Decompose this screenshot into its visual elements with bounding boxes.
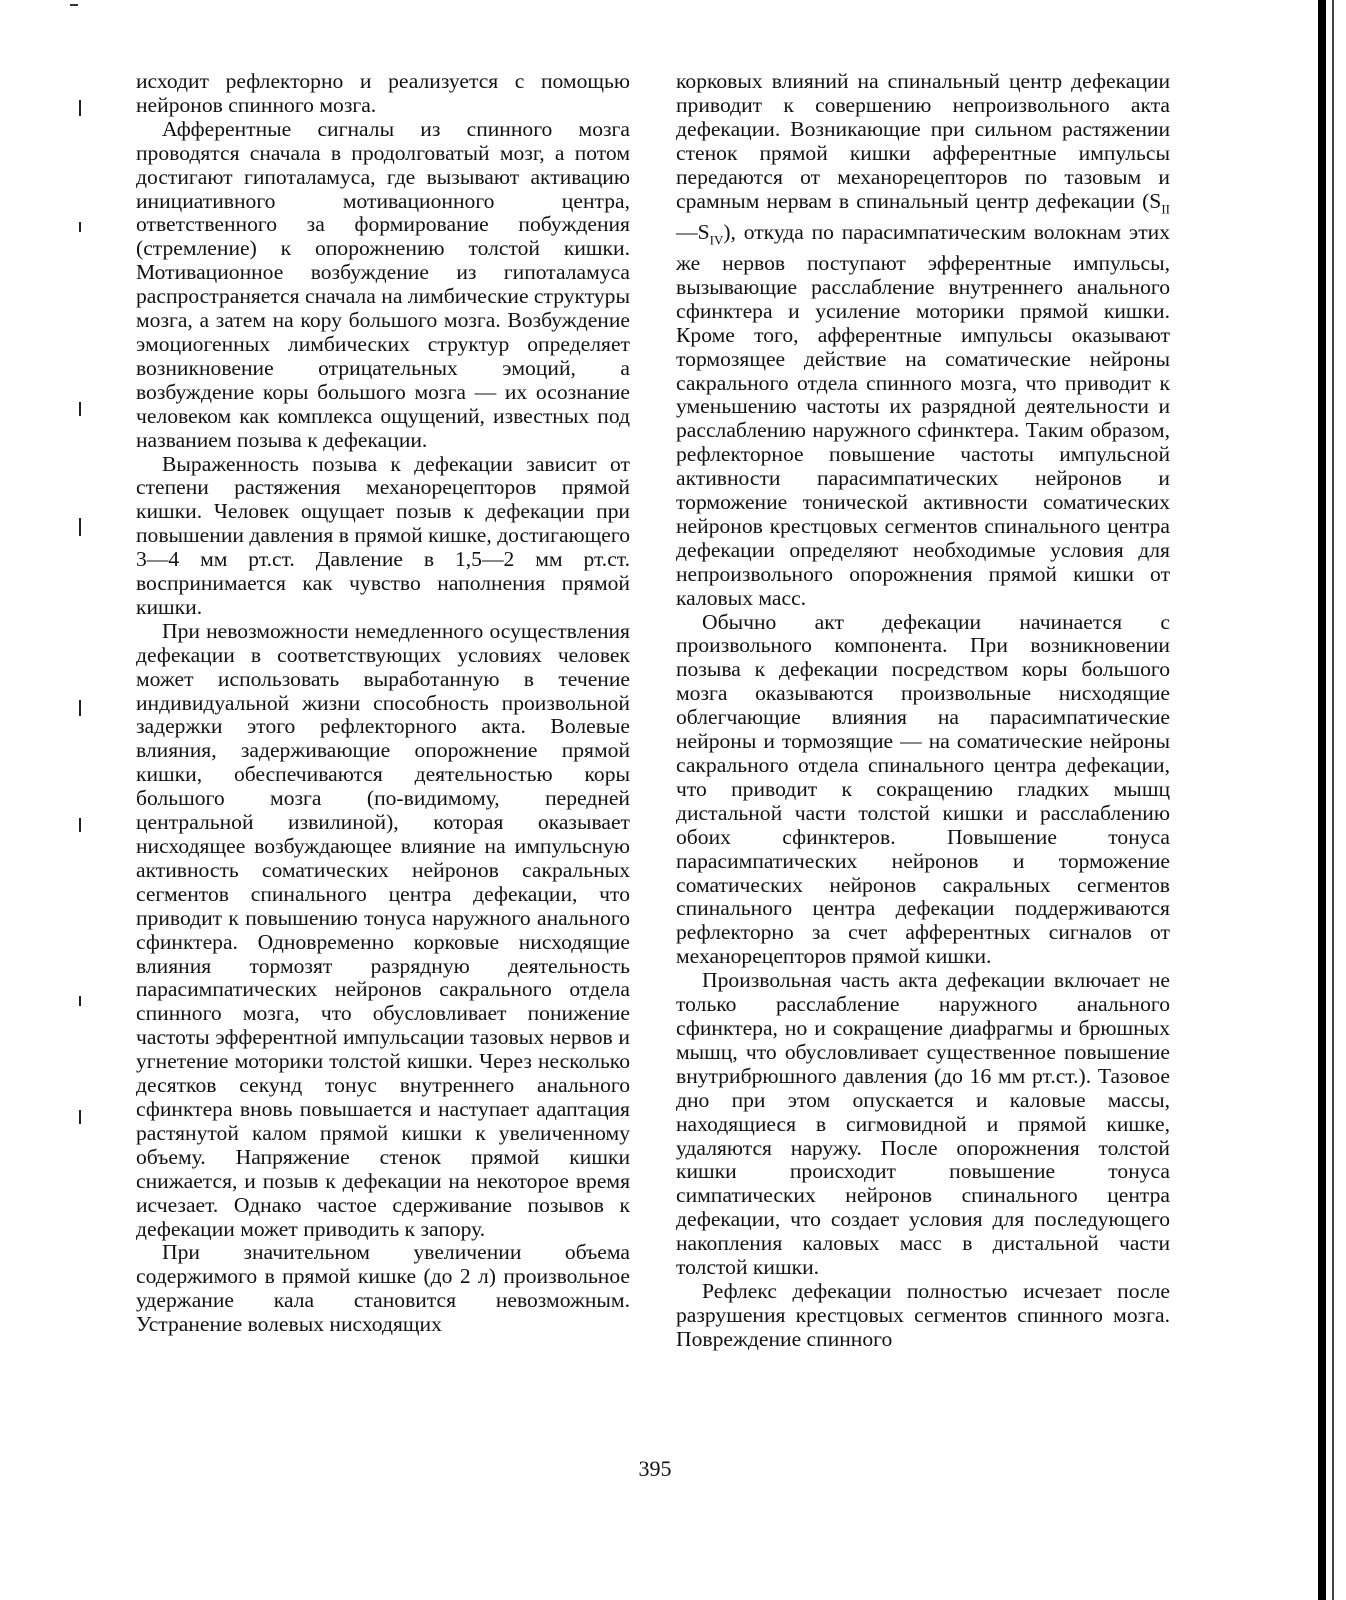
text-run: корковых влияний на спинальный центр дефекации приводит к совершению непроизвольного акта дефекации. Возникающие при сильном растяжении стенок прямой кишки афферентные импульсы передаются от механорецепторов по тазовым и срамным нервам в спинальный центр дефекации (S — [676, 69, 1170, 213]
scan-artifact-mark — [79, 518, 81, 536]
paragraph: Произвольная часть акта дефекации включает не только расслабление наружного анального сфинктера, но и сокращение диафрагмы и брюшных мышц, что обусловливает существенное повышение внутрибрюшного давления (до 16 мм рт.ст.). Тазовое дно при этом опускается и каловые массы, находящиеся в сигмовидной и прямой кишке, удаляются наружу. После опорожнения толстой кишки происходит повышение тонуса симпатических нейронов спинального центра дефекации, что создает условия для последующего накопления каловых масс в дистальной части толстой кишки. — [676, 968, 1170, 1280]
scan-artifact-mark — [79, 818, 81, 832]
subscript: II — [1161, 200, 1170, 216]
page-number: 395 — [638, 1456, 672, 1481]
paragraph: исходит рефлекторно и реализуется с помощью нейронов спинного мозга. — [136, 69, 630, 117]
page-edge-border — [1318, 0, 1326, 1600]
scan-artifact-dash — [70, 4, 78, 6]
paragraph: При значительном увеличении объема содержимого в прямой кишке (до 2 л) произвольное удержание кала становится невозможным. Устранение волевых нисходящих — [136, 1240, 630, 1337]
left-text-column — [136, 70, 630, 1337]
subscript: IV — [709, 232, 724, 248]
scan-artifact-mark — [79, 402, 81, 416]
paragraph: Рефлекс дефекации полностью исчезает после разрушения крестцовых сегментов спинного мозга. Повреждение спинного — [676, 1278, 1170, 1351]
paragraph: Афферентные сигналы из спинного мозга проводятся сначала в продолговатый мозг, а потом достигают гипоталамуса, где вызывают активацию инициативного мотивационного центра, ответственного за формирование побуждения (стремление) к опорожнению толстой кишки. Мотивационное возбуждение из гипоталамуса распространяется сначала на лимбические структуры мозга, а затем на кору большого мозга. Возбуждение эмоциогенных лимбических структур определяет возникновение отрицательных эмоций, а возбуждение коры большого мозга — их осознание человеком как комплекса ощущений, известных под названием позыва к дефекации. — [136, 116, 630, 452]
page-edge-line — [1332, 0, 1334, 1600]
paragraph: Обычно акт дефекации начинается с произвольного компонента. При возникновении позыва к дефекации посредством коры большого мозга оказываются произвольные нисходящие облегчающие влияния на парасимпатические нейроны и тормозящие — на соматические нейроны сакрального отдела спинального центра дефекации, что приводит к сокращению гладких мышц дистальной части толстой кишки и расслаблению обоих сфинктеров. Повышение тонуса парасимпатических нейронов и торможение соматических нейронов сакральных сегментов спинального центра дефекации поддерживаются рефлекторно за счет афферентных сигналов от механорецепторов прямой кишки. — [676, 609, 1170, 969]
scan-artifact-mark — [79, 100, 81, 116]
scan-artifact-mark — [79, 222, 81, 232]
text-run: ), откуда по парасимпатическим волокнам этих же нервов поступают эфферентные импульсы, вызывающие расслабление внутреннего анального сфинктера и усиление моторики прямой кишки. Кроме того, афферентные импульсы оказывают тормозящее действие на соматические нейроны сакрального отдела спинного мозга, что приводит к уменьшению частоты их разрядной деятельности и расслаблению наружного сфинктера. Таким образом, рефлекторное повышение частоты импульсной активности парасимпатических нейронов и торможение тонической активности соматических нейронов крестцовых сегментов спинального центра дефекации определяют необходимые условия для непроизвольного опорожнения прямой кишки от каловых масс. — [676, 219, 1170, 610]
right-text-column — [676, 70, 1170, 1352]
scan-artifact-mark — [79, 700, 81, 716]
paragraph — [676, 70, 1170, 611]
scan-artifact-mark — [79, 1110, 81, 1124]
scan-artifact-mark — [79, 996, 81, 1006]
paragraph: При невозможности немедленного осуществления дефекации в соответствующих условиях человек может использовать выработанную в течение индивидуальной жизни способность произвольной задержки этого рефлекторного акта. Волевые влияния, задерживающие опорожнение прямой кишки, обеспечиваются деятельностью коры большого мозга (по-видимому, передней центральной извилиной), которая оказывает нисходящее возбуждающее влияние на импульсную активность соматических нейронов сакральных сегментов спинального центра дефекации, что приводит к повышению тонуса наружного анального сфинктера. Одновременно корковые нисходящие влияния тормозят разрядную деятельность парасимпатических нейронов сакрального отдела спинного мозга, что обусловливает понижение частоты эфферентной импульсации тазовых нервов и угнетение моторики толстой кишки. Через несколько десятков секунд тонус внутреннего анального сфинктера вновь повышается и наступает адаптация растянутой калом прямой кишки к увеличенному объему. Напряжение стенок прямой кишки снижается, и позыв к дефекации на некоторое время исчезает. Однако частое сдерживание позывов к дефекации может приводить к запору. — [136, 618, 630, 1241]
text-run: —S — [676, 219, 710, 244]
paragraph: Выраженность позыва к дефекации зависит от степени растяжения механорецепторов прямой кишки. Человек ощущает позыв к дефекации при повышении давления в прямой кишке, достигающего 3—4 мм рт.ст. Давление в 1,5—2 мм рт.ст. воспринимается как чувство наполнения прямой кишки. — [136, 451, 630, 619]
